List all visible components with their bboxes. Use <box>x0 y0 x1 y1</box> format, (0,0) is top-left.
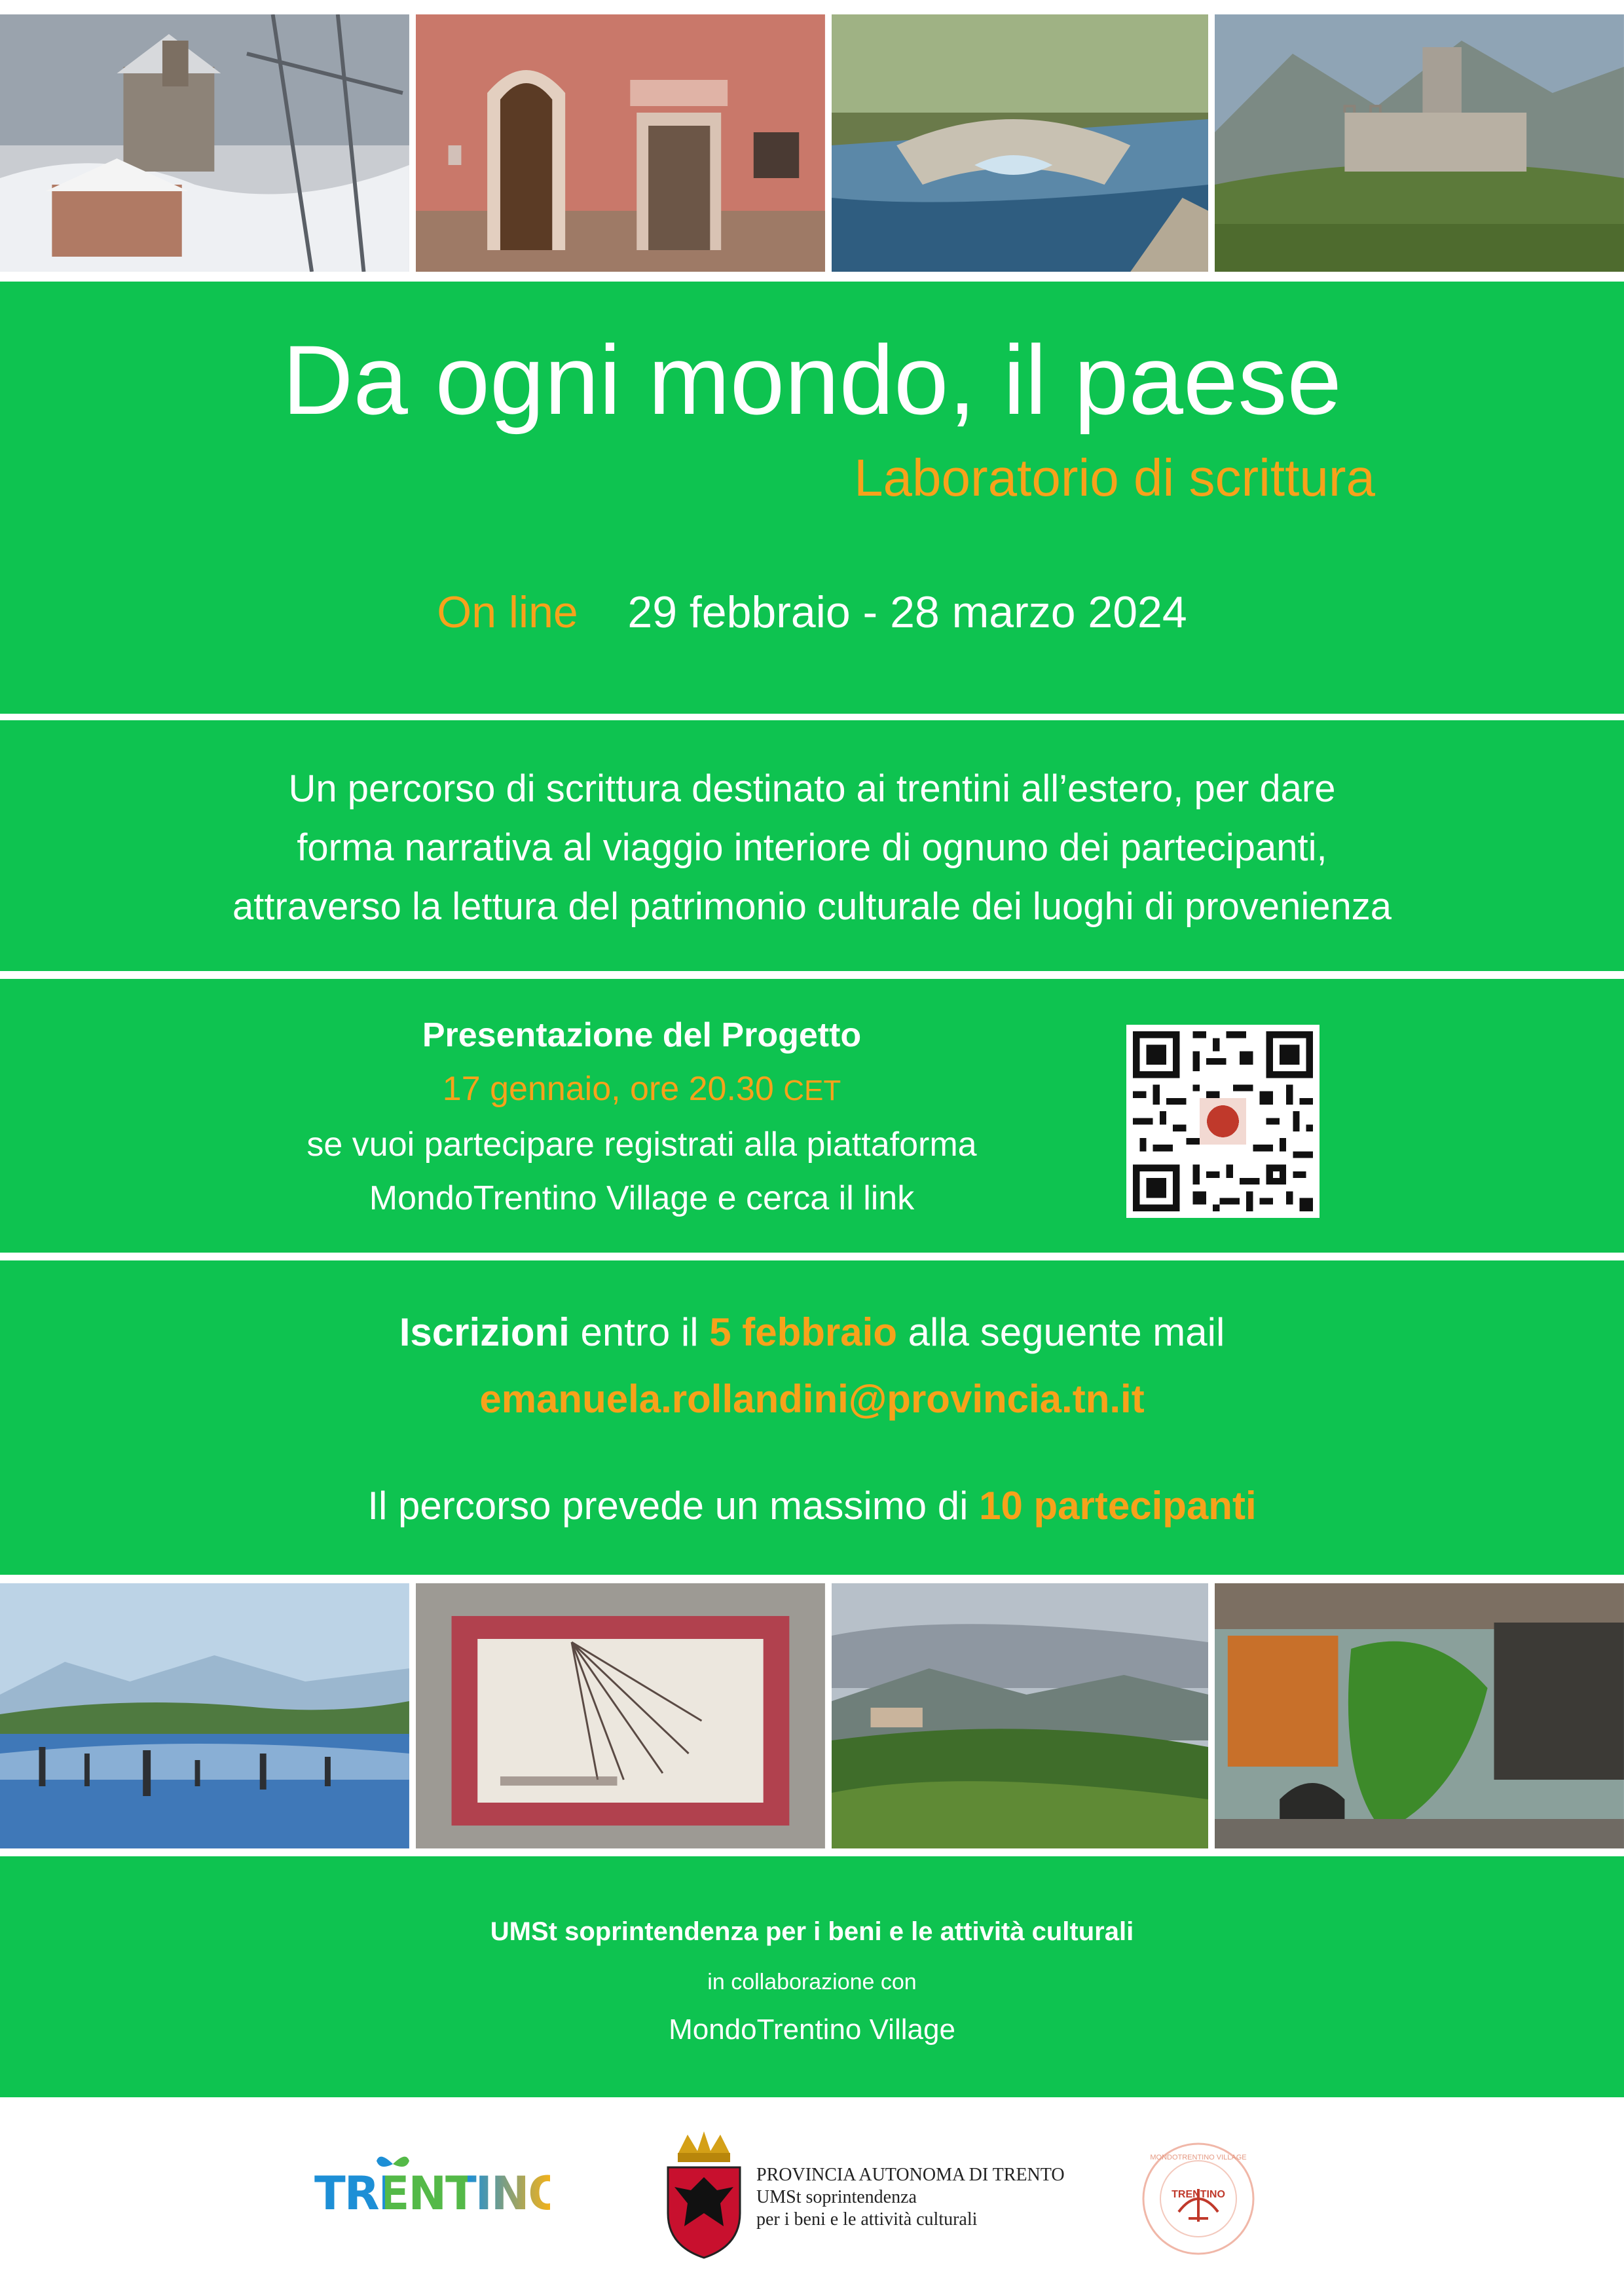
top-photo-strip <box>0 14 1624 272</box>
max-prefix: Il percorso prevede un massimo di <box>367 1484 969 1528</box>
provincia-text <box>756 2164 1071 2231</box>
mode-label: On line <box>437 587 578 637</box>
max-participants-line <box>0 1480 1624 1532</box>
registration-line <box>0 1306 1624 1359</box>
registration-label: Iscrizioni <box>399 1310 570 1354</box>
provincia-line-2: UMSt soprintendenza <box>756 2187 917 2207</box>
presentation-text <box>249 1008 1035 1225</box>
description-line: Un percorso di scrittura destinato ai trentini all’estero, per dare <box>288 767 1336 810</box>
provincia-logo <box>661 2128 1067 2259</box>
registration-after: alla seguente mail <box>908 1310 1225 1354</box>
presentation-section <box>0 979 1624 1253</box>
presentation-heading: Presentazione del Progetto <box>422 1016 862 1054</box>
mondotrentino-logo <box>1139 2140 1257 2258</box>
event-dates: 29 febbraio - 28 marzo 2024 <box>627 587 1187 637</box>
presentation-line-2: MondoTrentino Village e cerca il link <box>369 1179 915 1217</box>
trentino-logo <box>314 2164 566 2223</box>
photo-snowy-sanctuary <box>0 14 409 272</box>
contact-email-link[interactable]: emanuela.rollandini@provincia.tn.it <box>479 1377 1145 1421</box>
photo-mountain-village <box>832 1583 1208 1848</box>
page-title: Da ogni mondo, il paese <box>282 325 1342 435</box>
photo-sundial <box>416 1583 825 1848</box>
registration-section <box>0 1260 1624 1575</box>
presentation-datetime: 17 gennaio, ore 20.30 CET <box>442 1070 841 1108</box>
photo-castle-avio <box>1215 14 1624 272</box>
presentation-line-1: se vuoi partecipare registrati alla piattaforma <box>306 1126 977 1164</box>
qr-code[interactable] <box>1126 1025 1320 1218</box>
collaboration-label: in collaborazione con <box>707 1970 917 1994</box>
partner-name: MondoTrentino Village <box>669 2013 955 2046</box>
photo-stone-fountain <box>832 14 1208 272</box>
registration-middle: entro il <box>580 1310 699 1354</box>
description-section <box>0 720 1624 971</box>
photo-lake <box>0 1583 409 1848</box>
registration-deadline: 5 febbraio <box>709 1310 897 1354</box>
page-subtitle: Laboratorio di scrittura <box>854 449 1375 507</box>
description-text <box>0 760 1624 936</box>
description-line: forma narrativa al viaggio interiore di ognuno dei partecipanti, <box>297 826 1327 869</box>
organizer-name: UMSt soprintendenza per i beni e le attività culturali <box>490 1917 1134 1946</box>
footer-section <box>0 1856 1624 2097</box>
mondo-center-text: TRENTINO <box>1172 2189 1225 2200</box>
event-dates-line <box>0 586 1624 638</box>
coat-of-arms-icon <box>661 2128 747 2259</box>
mondo-ring-text: MONDOTRENTINO VILLAGE <box>1150 2154 1247 2161</box>
photo-rustic-house <box>1215 1583 1624 1848</box>
description-line: attraverso la lettura del patrimonio culturale dei luoghi di provenienza <box>232 885 1392 928</box>
butterfly-icon <box>373 2151 413 2177</box>
photo-pink-facade <box>416 14 825 272</box>
max-participants: 10 partecipanti <box>979 1484 1257 1528</box>
trentino-logo-text: TRENTINO <box>314 2164 550 2223</box>
title-section <box>0 282 1624 714</box>
timezone-label: CET <box>783 1075 841 1107</box>
provincia-line-1: PROVINCIA AUTONOMA DI TRENTO <box>756 2165 1065 2185</box>
bottom-photo-strip <box>0 1583 1624 1848</box>
provincia-line-3: per i beni e le attività culturali <box>756 2209 978 2230</box>
